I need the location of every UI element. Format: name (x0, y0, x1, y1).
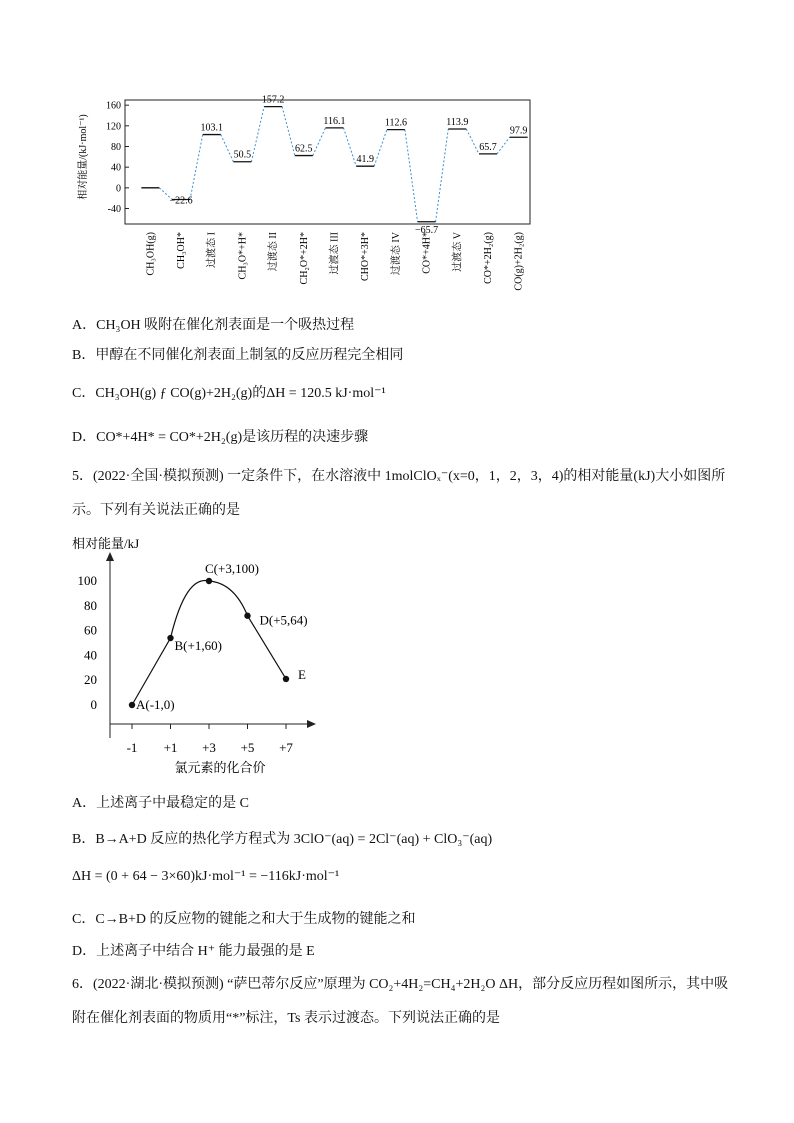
chart1-value-label: 41.9 (356, 154, 374, 166)
chart1-connector (405, 130, 418, 222)
chart2-xtick-label: +5 (240, 740, 255, 755)
chart1-connector (190, 135, 203, 200)
chart2-ytick-label: 60 (84, 622, 97, 638)
chart1-ytick-label: 40 (111, 162, 121, 174)
chart1-state-label: CO(g)+2H₂(g) (513, 232, 525, 291)
chart1-state-label: CO*+4H* (421, 232, 433, 274)
chart1-connector (251, 107, 264, 162)
chart2-point (244, 613, 250, 619)
q4-option-a: A．CH₃OH 吸附在催化剂表面是一个吸热过程 (72, 318, 355, 333)
chart2-xtick-label: -1 (126, 740, 138, 755)
q5-option-a: A．上述离子中最稳定的是 C (72, 796, 249, 811)
chart2-ytick-label: 100 (77, 573, 97, 588)
chart1-state-label: CH₃O*+H* (237, 232, 249, 280)
q4-option-b: B．甲醇在不同催化剂表面上制氢的反应历程完全相同 (72, 348, 404, 363)
chart1-value-label: 113.9 (446, 116, 469, 128)
chart1-state-label: CO*+2H₂(g) (482, 232, 494, 284)
chart1-state-label: CH₂O*+2H* (298, 232, 310, 285)
chart1-value-label: 50.5 (233, 149, 252, 161)
energy-profile-chart (70, 92, 550, 302)
q5-option-b: B．B→A+D 反应的热化学方程式为 3ClO⁻(aq) = 2Cl⁻(aq) + ClO₃⁻(aq) (72, 832, 493, 847)
chart2-ylabel: 相对能量/kJ (72, 536, 140, 551)
chart1-value-label: 97.9 (509, 125, 528, 137)
chart1-value-label: 65.7 (479, 141, 497, 153)
chart2-point (167, 635, 173, 641)
q6-stem: 6．(2022·湖北·模拟预测) “萨巴蒂尔反应”原理为 CO₂+4H₂=CH₄+2H₂O ΔH，部分反应历程如图所示，其中吸附在催化剂表面的物质用“*”标注，Ts 表示过渡态。下列说法正确的是 (72, 977, 729, 1026)
chart2-point-label: B(+1,60) (174, 638, 222, 654)
q5-stem: 5．(2022·全国·模拟预测) 一定条件下，在水溶液中 1molClOₓ⁻(x=0，1，2，3，4)的相对能量(kJ)大小如图所示。下列有关说法正确的是 (72, 469, 726, 518)
chart1-state-label: CHO*+3H* (360, 232, 372, 281)
chart2-ytick-label: 80 (84, 597, 97, 613)
q5-option-b-continued: ΔH = (0 + 64 − 3×60)kJ·mol⁻¹ = −116kJ·mol⁻¹ (72, 869, 340, 884)
chart2-point-label: E (298, 666, 306, 682)
chart2-point (129, 702, 135, 708)
chart2-xlabel: 氯元素的化合价 (174, 760, 266, 775)
chart1-ytick-label: 160 (106, 100, 121, 112)
chart1-connector (344, 128, 357, 166)
chart2-ytick-label: 0 (90, 697, 97, 712)
chart2-point (283, 676, 289, 682)
chart2-ytick-label: 40 (84, 647, 97, 663)
chart1-value-label: 112.6 (384, 117, 407, 129)
chart1-connector (221, 135, 234, 162)
chart1-connector (313, 128, 326, 156)
chart2-xtick-label: +1 (163, 740, 178, 755)
q4-option-c: C．CH₃OH(g) ƒ CO(g)+2H₂(g)的ΔH = 120.5 kJ·mol⁻¹ (72, 386, 386, 401)
q5-option-d: D．上述离子中结合 H⁺ 能力最强的是 E (72, 944, 315, 959)
q4-option-d: D．CO*+4H* = CO*+2H₂(g)是该历程的决速步骤 (72, 430, 369, 445)
chart2-point (206, 578, 212, 584)
chlorine-energy-chart (70, 534, 330, 782)
chart1-ytick-label: 80 (111, 142, 121, 153)
chart1-value-label: 157.2 (261, 94, 285, 106)
chart1-state-label: 过渡态 V (452, 232, 464, 272)
chart2-y-arrow (106, 552, 114, 561)
chart1-connector (497, 137, 510, 154)
chart1-ytick-label: 0 (116, 183, 121, 195)
chart2-xtick-label: +7 (279, 740, 293, 755)
chart1-value-label: 116.1 (323, 115, 346, 127)
chart1-value-label: −22.6 (169, 195, 193, 207)
chart1-ylabel: 相对能量/(kJ·mol⁻¹) (78, 114, 89, 200)
chart1-connector (436, 129, 449, 222)
chart1-state-label: CH₃OH* (176, 232, 188, 269)
chart2-ytick-label: 20 (84, 672, 97, 688)
chart1-state-label: 过渡态 II (268, 232, 280, 272)
chart2-point-label: D(+5,64) (259, 612, 308, 628)
chart1-value-label: 103.1 (200, 122, 223, 134)
chart1-ytick-label: -40 (107, 204, 121, 215)
chart1-ytick-label: 120 (106, 121, 121, 133)
chart1-connector (374, 130, 387, 167)
chart1-connector (282, 107, 295, 156)
chart2-xtick-label: +3 (202, 740, 216, 755)
chart1-state-label: 过渡态 IV (390, 232, 402, 276)
chart2-point-label: A(-1,0) (136, 697, 175, 712)
chart2-x-arrow (307, 720, 316, 728)
chart1-state-label: 过渡态 III (329, 232, 341, 275)
chart1-connector (466, 129, 479, 154)
chart1-value-label: −65.7 (415, 224, 439, 236)
chart1-state-label: CH₃OH(g) (145, 232, 157, 276)
chart1-state-label: 过渡态 I (206, 232, 218, 268)
q5-option-c: C．C→B+D 的反应物的键能之和大于生成物的键能之和 (72, 912, 416, 927)
chart1-value-label: 62.5 (295, 143, 313, 155)
chart2-point-label: C(+3,100) (205, 561, 259, 576)
